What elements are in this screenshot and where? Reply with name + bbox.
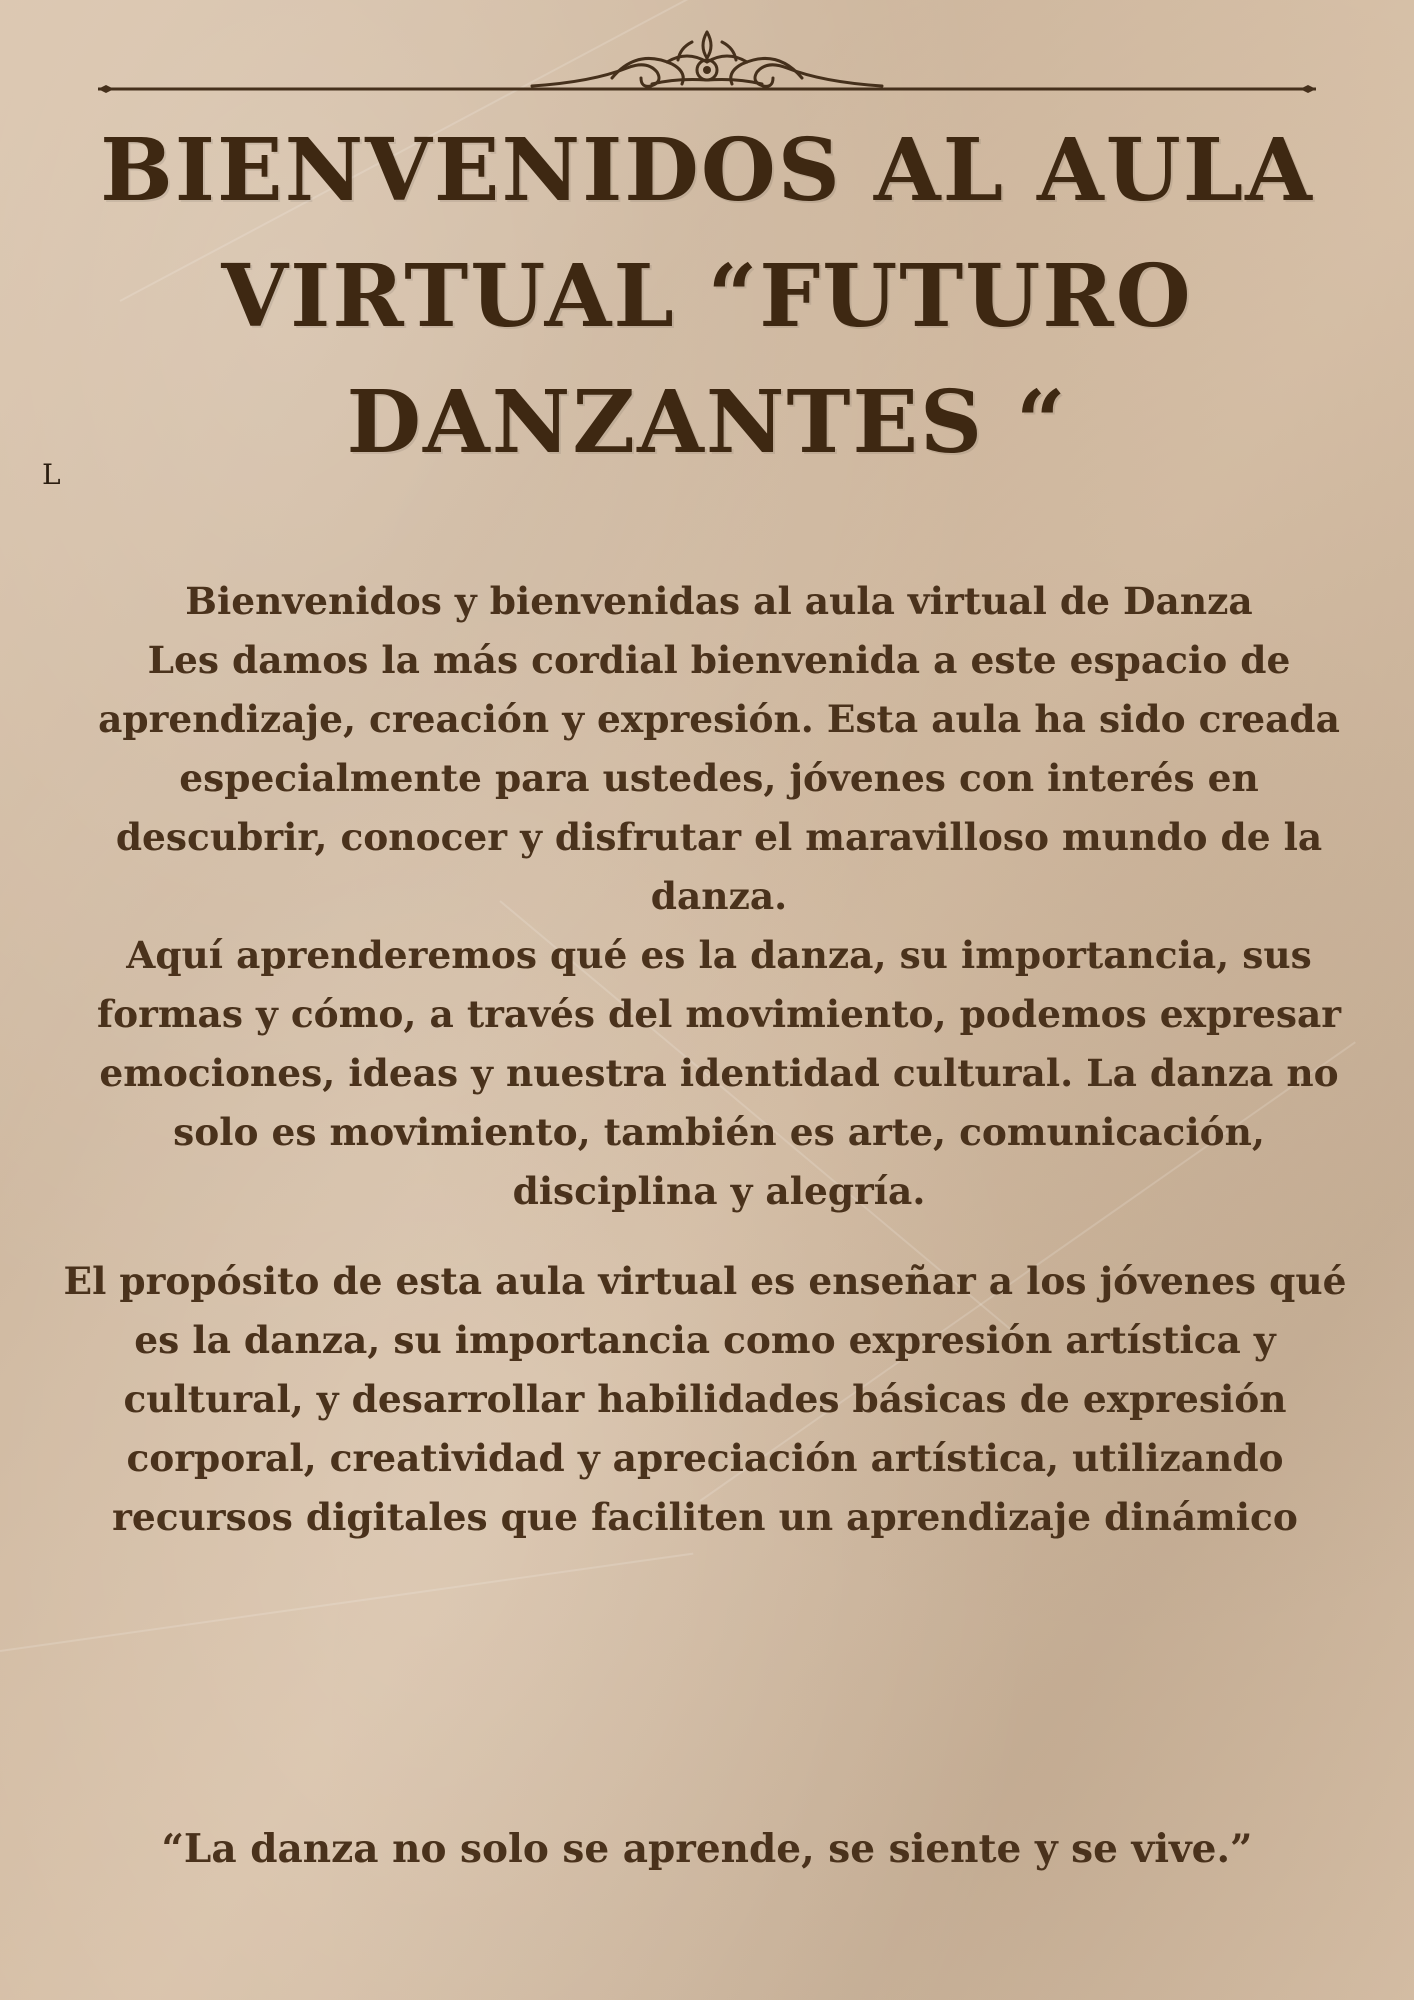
text-line: formas y cómo, a través del movimiento, podemos expresar: [96, 992, 1342, 1036]
title-line: VIRTUAL “FUTURO: [221, 246, 1193, 347]
text-line: solo es movimiento, también es arte, comunicación,: [173, 1110, 1265, 1154]
flourish-ornament-icon: [92, 22, 1322, 102]
text-line: danza.: [650, 874, 788, 918]
text-line: aprendizaje, creación y expresión. Esta aula ha sido creada: [98, 697, 1340, 741]
text-line: Les damos la más cordial bienvenida a este espacio de: [147, 638, 1291, 682]
closing-quote: “La danza no solo se aprende, se siente y se vive.”: [161, 1826, 1253, 1872]
text-line: El propósito de esta aula virtual es enseñar a los jóvenes qué: [63, 1259, 1347, 1303]
text-line: descubrir, conocer y disfrutar el maravilloso mundo de la: [115, 815, 1323, 859]
text-line: emociones, ideas y nuestra identidad cultural. La danza no: [99, 1051, 1339, 1095]
stray-letter: L: [42, 458, 61, 491]
text-line: especialmente para ustedes, jóvenes con interés en: [179, 756, 1259, 800]
text-line: recursos digitales que faciliten un aprendizaje dinámico: [112, 1495, 1298, 1539]
page-title: [60, 108, 1354, 486]
text-line: es la danza, su importancia como expresión artística y: [134, 1318, 1276, 1362]
title-line: BIENVENIDOS AL AULA: [100, 120, 1314, 221]
text-line: Aquí aprenderemos qué es la danza, su importancia, sus: [126, 933, 1312, 977]
text-line: disciplina y alegría.: [512, 1169, 926, 1213]
welcome-paragraph: [24, 572, 1414, 1221]
text-line: Bienvenidos y bienvenidas al aula virtual de Danza: [185, 579, 1253, 623]
text-line: cultural, y desarrollar habilidades básicas de expresión: [123, 1377, 1287, 1421]
purpose-paragraph: [20, 1252, 1390, 1547]
text-line: corporal, creatividad y apreciación artística, utilizando: [126, 1436, 1284, 1480]
title-line: DANZANTES “: [346, 372, 1068, 473]
